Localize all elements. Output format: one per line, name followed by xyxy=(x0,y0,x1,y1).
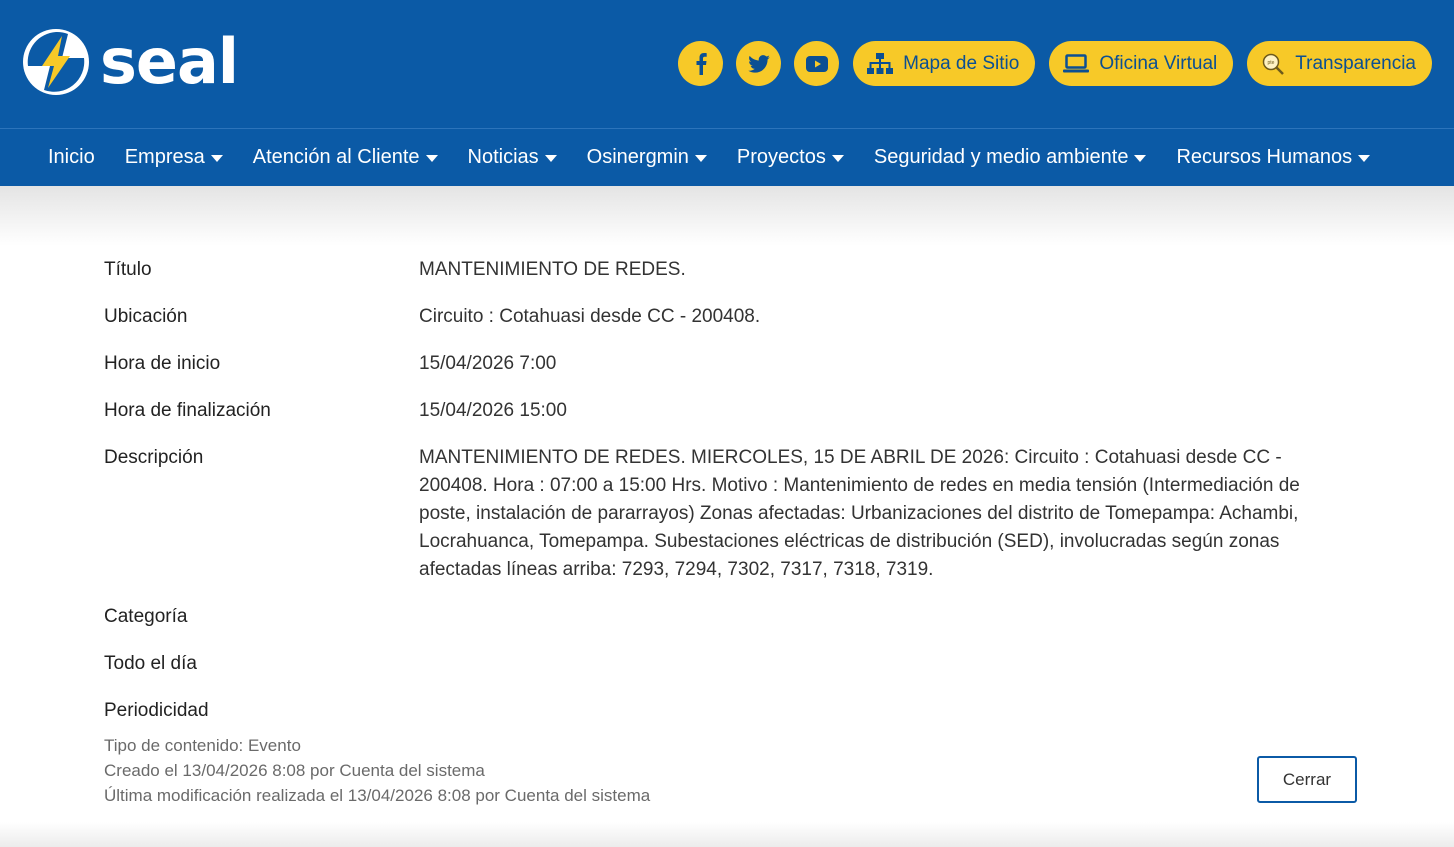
close-button[interactable]: Cerrar xyxy=(1257,756,1357,803)
nav-item-label: Recursos Humanos xyxy=(1176,146,1353,168)
caret-down-icon xyxy=(426,155,438,162)
detail-value xyxy=(419,603,1339,631)
detail-label: Categoría xyxy=(104,606,188,627)
sitemap-link[interactable] xyxy=(853,41,1035,86)
youtube-button[interactable] xyxy=(794,41,839,86)
facebook-button[interactable] xyxy=(678,41,723,86)
detail-row-category xyxy=(104,603,1344,631)
detail-value: MANTENIMIENTO DE REDES. MIERCOLES, 15 DE ABRIL DE 2026: Circuito : Cotahuasi desde CC - 200408. Hora : 07:00 a 15:00 Hrs. Motivo : Mantenimiento de redes en media tensión (Intermediación de poste, instalación de pararrayos) Zonas afectadas: Urbanizaciones del distrito de Tomepampa: Achambi, Locrahuanca, Tomepampa. Subestaciones eléctricas de distribución (SED), involucradas según zonas afectadas líneas arriba: 7293, 7294, 7302, 7317, 7318, 7319. xyxy=(419,447,1300,580)
detail-label: Descripción xyxy=(104,447,204,468)
detail-value: 15/04/2026 7:00 xyxy=(419,353,557,374)
detail-value xyxy=(419,650,1339,678)
detail-label: Ubicación xyxy=(104,306,188,327)
site-header xyxy=(0,0,1454,128)
nav-item-noticias[interactable] xyxy=(453,146,572,169)
caret-down-icon xyxy=(695,155,707,162)
nav-item-label: Inicio xyxy=(48,146,95,168)
detail-label: Título xyxy=(104,259,152,280)
detail-value: 15/04/2026 15:00 xyxy=(419,400,567,421)
seal-logo[interactable] xyxy=(22,25,239,98)
detail-row-title xyxy=(104,256,1344,284)
item-metadata xyxy=(104,733,650,808)
nav-item-osinergmin[interactable] xyxy=(572,146,722,169)
footer-shadow xyxy=(0,822,1454,847)
nav-item-label: Seguridad y medio ambiente xyxy=(873,146,1129,168)
sitemap-link-label: Mapa de Sitio xyxy=(903,52,1020,74)
detail-row-recurrence xyxy=(104,697,1344,725)
twitter-icon xyxy=(748,55,770,73)
header-actions xyxy=(678,41,1432,86)
nav-item-atencion-cliente[interactable] xyxy=(238,146,453,169)
nav-item-recursos-humanos[interactable] xyxy=(1161,146,1385,169)
sitemap-icon xyxy=(867,53,893,75)
nav-item-proyectos[interactable] xyxy=(722,146,859,169)
facebook-icon xyxy=(695,53,707,75)
detail-row-description xyxy=(104,444,1344,584)
caret-down-icon xyxy=(211,155,223,162)
detail-label: Todo el día xyxy=(104,653,197,674)
nav-item-label: Atención al Cliente xyxy=(252,146,420,168)
caret-down-icon xyxy=(545,155,557,162)
detail-label: Hora de inicio xyxy=(104,353,221,374)
event-details xyxy=(104,256,1344,744)
content-type-text: Tipo de contenido: Evento xyxy=(104,736,301,755)
svg-text:pte: pte xyxy=(1267,59,1275,66)
nav-item-label: Noticias xyxy=(467,146,539,168)
lightning-logo-icon xyxy=(22,28,90,96)
virtual-office-link[interactable] xyxy=(1049,41,1233,86)
virtual-office-link-label: Oficina Virtual xyxy=(1099,52,1218,74)
caret-down-icon xyxy=(1134,155,1146,162)
detail-label: Hora de finalización xyxy=(104,400,271,421)
nav-item-label: Empresa xyxy=(124,146,205,168)
detail-row-all-day xyxy=(104,650,1344,678)
nav-item-label: Proyectos xyxy=(736,146,826,168)
transparency-link-label: Transparencia xyxy=(1295,52,1416,74)
detail-row-start-time xyxy=(104,350,1344,378)
youtube-icon xyxy=(806,56,828,72)
caret-down-icon xyxy=(832,155,844,162)
logo-wordmark: seal xyxy=(100,25,239,98)
transparency-link[interactable] xyxy=(1247,41,1432,86)
detail-row-location xyxy=(104,303,1344,331)
main-navigation xyxy=(0,128,1454,186)
laptop-icon xyxy=(1063,54,1089,74)
nav-item-seguridad-medio-ambiente[interactable] xyxy=(859,146,1162,169)
transparency-icon xyxy=(1261,53,1285,75)
nav-item-empresa[interactable] xyxy=(110,146,238,169)
detail-label: Periodicidad xyxy=(104,700,209,721)
detail-value: MANTENIMIENTO DE REDES. xyxy=(419,259,686,280)
header-shadow xyxy=(0,186,1454,246)
nav-item-label: Osinergmin xyxy=(586,146,689,168)
caret-down-icon xyxy=(1358,155,1370,162)
modified-text: Última modificación realizada el 13/04/2026 8:08 por Cuenta del sistema xyxy=(104,786,651,805)
nav-item-inicio[interactable] xyxy=(33,146,110,169)
twitter-button[interactable] xyxy=(736,41,781,86)
detail-value: Circuito : Cotahuasi desde CC - 200408. xyxy=(419,306,761,327)
detail-row-end-time xyxy=(104,397,1344,425)
detail-value xyxy=(419,697,1339,725)
created-text: Creado el 13/04/2026 8:08 por Cuenta del sistema xyxy=(104,761,485,780)
